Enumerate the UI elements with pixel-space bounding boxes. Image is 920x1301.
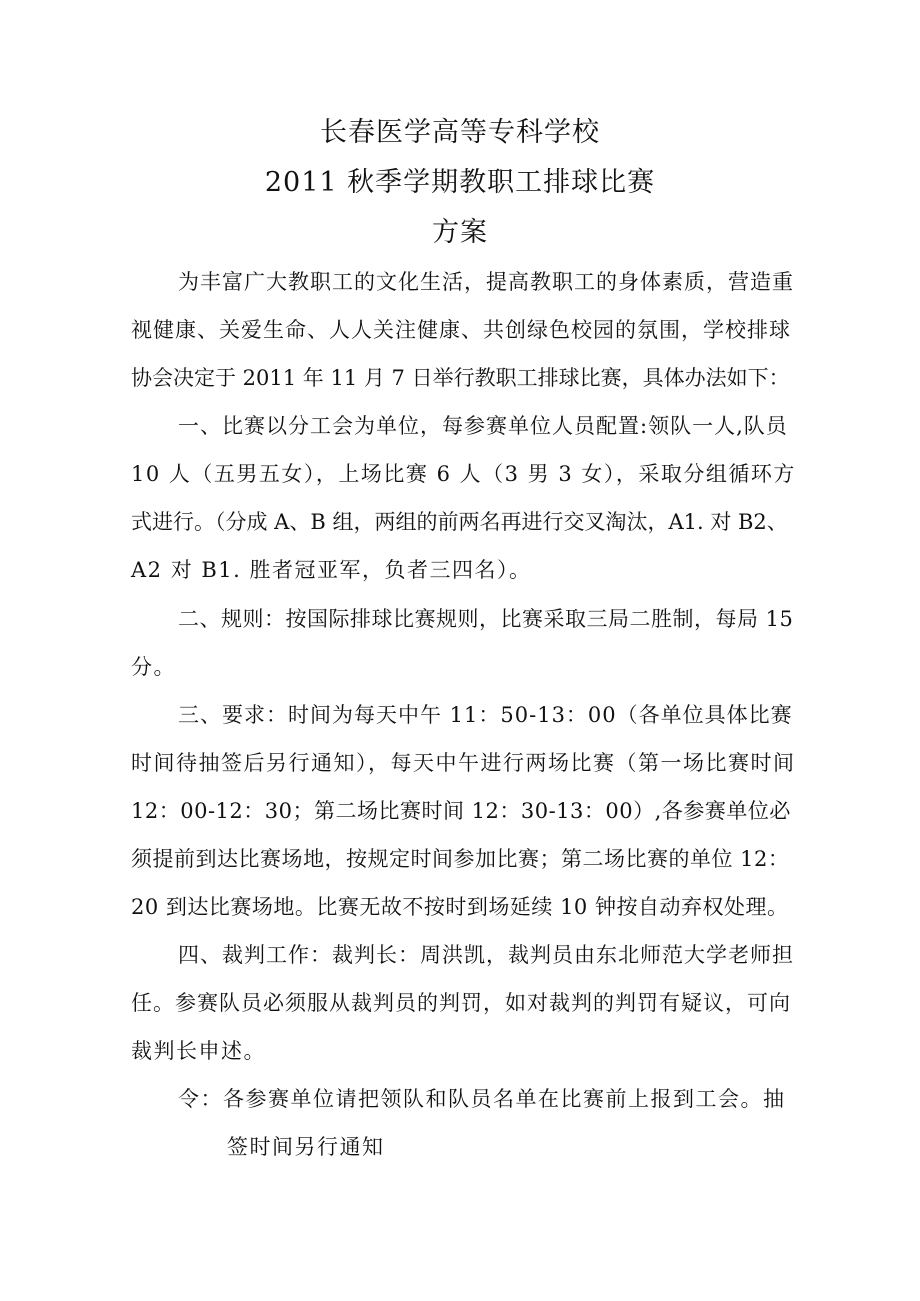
plan-title: 方案 xyxy=(432,217,488,248)
section4-line: 任。参赛队员必须服从裁判员的判罚，如对裁判的判罚有疑议，可向 xyxy=(131,991,791,1015)
section2-line: 二、规则：按国际排球比赛规则，比赛采取三局二胜制，每局 15 xyxy=(178,607,794,631)
intro-line: 视健康、关爱生命、人人关注健康、共创绿色校园的氛围，学校排球 xyxy=(131,318,791,342)
section1-line: 10 人（五男五女），上场比赛 6 人（3 男 3 女），采取分组循环方 xyxy=(131,462,796,486)
section4-line: 裁判长申述。 xyxy=(131,1039,266,1063)
section1-line: A2 对 B1. 胜者冠亚军，负者三四名）。 xyxy=(131,558,532,582)
section3-line: 20 到达比赛场地。比赛无故不按时到场延续 10 钟按自动弃权处理。 xyxy=(131,895,789,919)
event-title: 2011 秋季学期教职工排球比赛 xyxy=(264,167,656,198)
section1-line: 一、比赛以分工会为单位，每参赛单位人员配置:领队一人,队员 xyxy=(178,414,788,438)
section4-line: 四、裁判工作：裁判长：周洪凯，裁判员由东北师范大学老师担 xyxy=(178,943,794,967)
school-name-title: 长春医学高等专科学校 xyxy=(320,117,600,148)
intro-line: 为丰富广大教职工的文化生活，提高教职工的身体素质，营造重 xyxy=(178,270,794,294)
section1-line: 式进行。（分成 A、B 组，两组的前两名再进行交叉淘汰，A1. 对 B2、 xyxy=(131,510,788,534)
note-line: 令：各参赛单位请把领队和队员名单在比赛前上报到工会。抽 xyxy=(178,1087,786,1111)
section3-line: 三、要求：时间为每天中午 11：50-13：00（各单位具体比赛 xyxy=(178,703,793,727)
note-line: 签时间另行通知 xyxy=(227,1135,385,1159)
section2-line: 分。 xyxy=(131,655,176,679)
section3-line: 须提前到达比赛场地，按规定时间参加比赛；第二场比赛的单位 12： xyxy=(131,847,790,871)
intro-line: 协会决定于 2011 年 11 月 7 日举行教职工排球比赛，具体办法如下： xyxy=(131,366,790,390)
section3-line: 12：00-12：30；第二场比赛时间 12：30-13：00）,各参赛单位必 xyxy=(131,799,791,823)
section3-line: 时间待抽签后另行通知），每天中午进行两场比赛（第一场比赛时间 xyxy=(131,751,796,775)
